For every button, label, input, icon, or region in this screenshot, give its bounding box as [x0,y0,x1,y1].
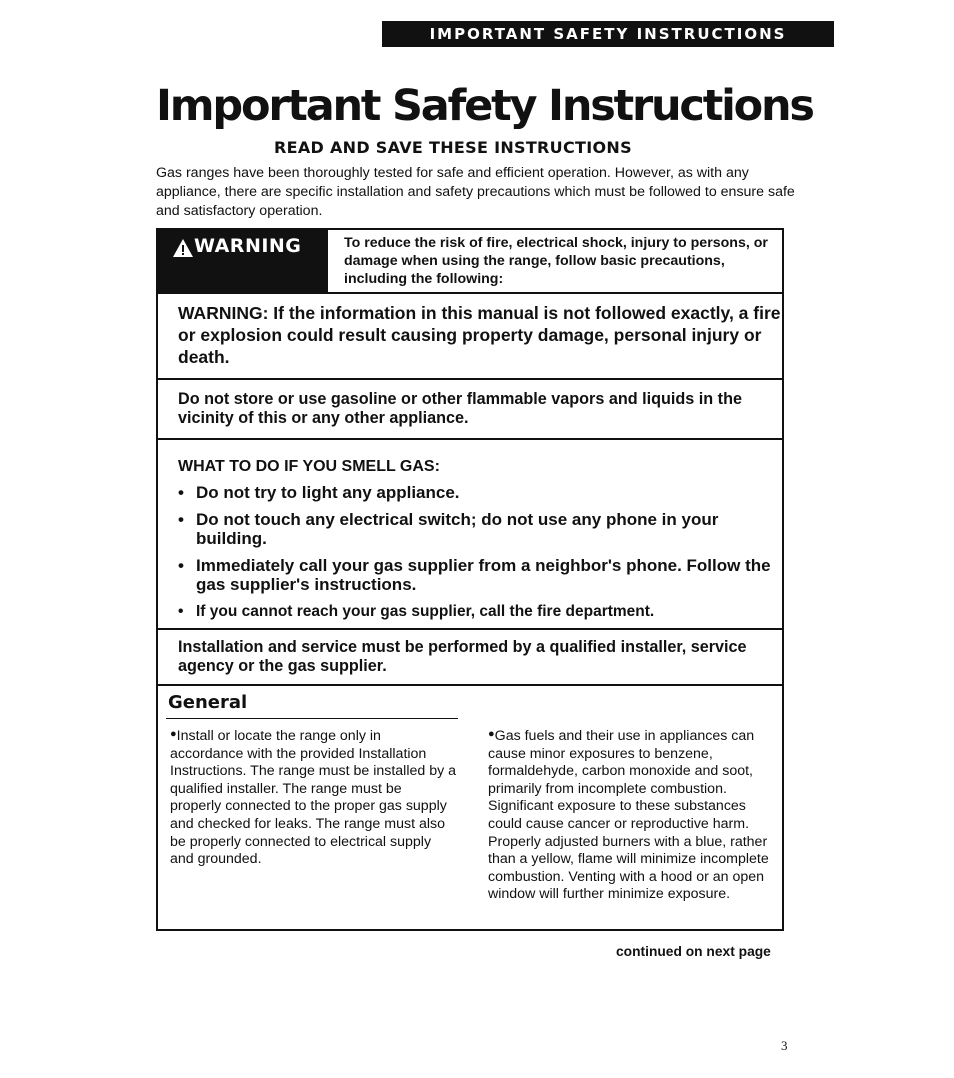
warning-lead-text: To reduce the risk of fire, electrical shock, injury to persons, or damage when using the range, follow basic precautions, including the following: [344,235,768,287]
list-item: • Immediately call your gas supplier from a neighbor's phone. Follow the gas supplier's instructions. [178,556,771,594]
list-item: • Do not touch any electrical switch; do not use any phone in your building. [178,510,719,548]
divider [158,292,782,294]
warning-triangle-icon [172,238,194,258]
read-and-save-subtitle: READ AND SAVE THESE INSTRUCTIONS [274,138,632,157]
smell-gas-list [178,483,778,629]
smell-gas-title: WHAT TO DO IF YOU SMELL GAS: [178,458,440,475]
divider [158,628,782,630]
list-item: • Do not try to light any appliance. [178,483,460,502]
continued-note: continued on next page [616,944,771,959]
divider [158,378,782,380]
gasoline-warning-text: Do not store or use gasoline or other flammable vapors and liquids in the vicinity of this or any other appliance. [178,390,742,427]
general-right-column: ●Gas fuels and their use in appliances can cause minor exposures to benzene, formaldehyde, carbon monoxide and soot, primarily from incomplete combustion. Significant exposure to these substances could cause cancer or reproductive harm. Properly adjusted burners with a blue, rather than a yellow, flame will minimize incomplete combustion. Venting with a hood or an open window will further minimize exposure. [488,728,769,903]
warning-label: WARNING [194,235,302,257]
manual-warning-text: WARNING: If the information in this manual is not followed exactly, a fire or explosion could result causing property damage, personal injury or death. [178,303,781,367]
divider [158,684,782,686]
header-banner: IMPORTANT SAFETY INSTRUCTIONS [382,21,834,47]
page-title: Important Safety Instructions [156,81,813,131]
intro-paragraph: Gas ranges have been thoroughly tested for safe and efficient operation. However, as with any appliance, there are specific installation and safety precautions which must be followed to ensure safe and satisfactory operation. [156,165,795,219]
divider [158,438,782,440]
general-left-column: ●Install or locate the range only in accordance with the provided Installation Instructions. The range must be installed by a qualified installer. The range must be properly connected to the proper gas supply and checked for leaks. The range must also be properly connected to electrical supply and grounded. [170,728,457,868]
warning-badge [158,230,328,292]
warning-box [156,228,784,931]
general-heading-underline [166,718,458,719]
page-number: 3 [781,1038,788,1053]
list-item: • If you cannot reach your gas supplier, call the fire department. [178,603,655,620]
general-heading: General [168,692,248,713]
installation-warning-text: Installation and service must be performed by a qualified installer, service agency or the gas supplier. [178,638,747,675]
